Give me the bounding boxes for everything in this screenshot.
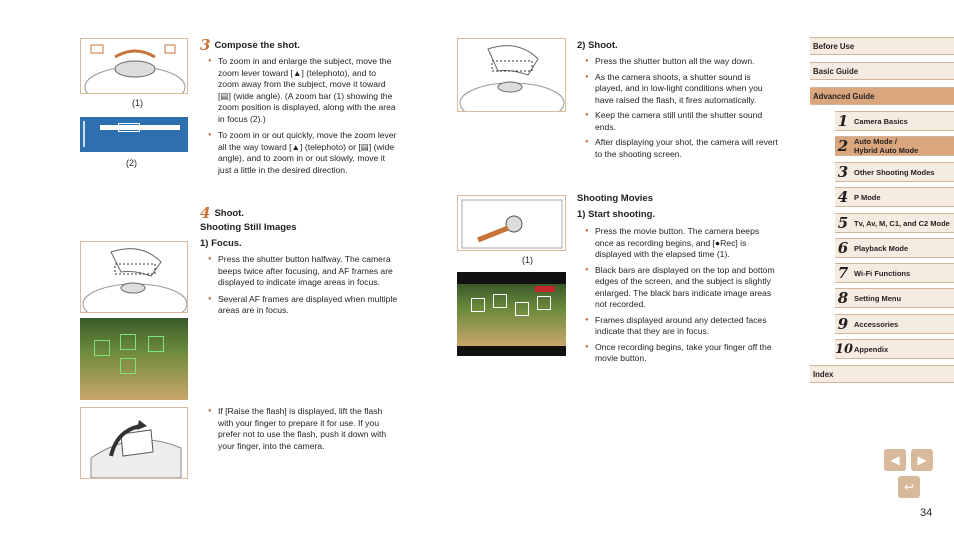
previous-page-button[interactable] bbox=[884, 449, 906, 471]
bullet-item: ● If [Raise the flash] is displayed, lift the flash with your finger to prepare it for use. If you prefer not to use the flash, push it down with your finger, into the camera. bbox=[208, 406, 398, 452]
chapter-number: 3 bbox=[837, 163, 849, 181]
chapter-label: Other Shooting Modes bbox=[854, 167, 935, 177]
bullet-item: ● After displaying your shot, the camera will revert to the shooting screen. bbox=[585, 137, 780, 160]
chapter-7[interactable] bbox=[835, 263, 954, 283]
movie-screen bbox=[457, 272, 566, 356]
af-frame bbox=[94, 340, 110, 356]
face-frame bbox=[537, 296, 551, 310]
next-page-button[interactable] bbox=[911, 449, 933, 471]
af-frame bbox=[120, 334, 136, 350]
screen-icons bbox=[83, 121, 93, 147]
bullet-item: ● Keep the camera still until the shutter sound ends. bbox=[585, 110, 780, 133]
shoot-bullets bbox=[585, 56, 780, 160]
step-4-title: Shoot. bbox=[214, 207, 244, 219]
chapter-label: Accessories bbox=[854, 319, 899, 329]
step-3-bullets bbox=[208, 56, 398, 176]
zoom-bar bbox=[100, 125, 180, 130]
focus-bullets bbox=[208, 254, 398, 317]
shooting-movies-heading: Shooting Movies bbox=[577, 193, 653, 204]
chapter-10[interactable] bbox=[835, 339, 954, 359]
chapter-1[interactable] bbox=[835, 111, 954, 131]
still-images-heading: Shooting Still Images bbox=[200, 222, 297, 233]
flash-icon bbox=[81, 408, 188, 479]
bullet-item: ● As the camera shoots, a shutter sound is played, and in low-light conditions when you have raised the flash, it fires automatically. bbox=[585, 72, 780, 107]
focus-area-frame bbox=[118, 123, 140, 132]
camera-top-zoom-icon bbox=[81, 39, 188, 94]
bullet-item: ● Frames displayed around any detected faces indicate that they are in focus. bbox=[585, 315, 780, 338]
step-3-number: 3 bbox=[200, 36, 211, 54]
chapter-4[interactable] bbox=[835, 187, 954, 207]
chapter-number: 2 bbox=[837, 137, 849, 155]
movie-button-illustration bbox=[457, 195, 566, 251]
chapter-label: Auto Mode / Hybrid Auto Mode bbox=[854, 137, 919, 155]
step-4-heading bbox=[200, 204, 244, 222]
return-icon: ↩ bbox=[903, 480, 915, 494]
shutter-finger-icon bbox=[81, 242, 188, 313]
step-4-number: 4 bbox=[200, 204, 211, 222]
af-frame bbox=[120, 358, 136, 374]
shoot-heading: 2) Shoot. bbox=[577, 40, 618, 51]
step-3-heading bbox=[200, 36, 300, 54]
arrow-right-icon: ▶ bbox=[917, 453, 927, 467]
bullet-item: ● Once recording begins, take your finger off the movie button. bbox=[585, 342, 780, 365]
chapter-label: Camera Basics bbox=[854, 116, 908, 126]
rec-indicator bbox=[535, 286, 555, 292]
bullet-item: ● Black bars are displayed on the top and bottom edges of the screen, and the subject is slightly enlarged. The black bars indicate image areas not recorded. bbox=[585, 265, 780, 311]
chapter-label: Tv, Av, M, C1, and C2 Mode bbox=[854, 218, 950, 228]
start-shooting-heading: 1) Start shooting. bbox=[577, 209, 656, 220]
chapter-label: P Mode bbox=[854, 192, 881, 202]
step-3-title: Compose the shot. bbox=[214, 39, 300, 51]
chapter-number: 1 bbox=[837, 112, 849, 130]
chapter-number: 7 bbox=[837, 264, 849, 282]
nav-advanced-guide[interactable]: Advanced Guide bbox=[810, 87, 954, 105]
bullet-item: ● Several AF frames are displayed when multiple areas are in focus. bbox=[208, 294, 398, 317]
flash-raise-illustration bbox=[80, 407, 188, 479]
chapter-8[interactable] bbox=[835, 288, 954, 308]
callout-2-zoom: (2) bbox=[126, 158, 137, 168]
arrow-left-icon: ◀ bbox=[890, 453, 900, 467]
face-frame bbox=[471, 298, 485, 312]
shutter-halfway-illustration bbox=[80, 241, 188, 313]
chapter-number: 4 bbox=[837, 188, 849, 206]
bullet-item: ● To zoom in or out quickly, move the zoom lever all the way toward [▲] (telephoto) or [▤] (wide angle), and to zoom in or out slowly, move it just a little in the desired direction. bbox=[208, 130, 398, 176]
chapter-label: Playback Mode bbox=[854, 243, 909, 253]
page-number: 34 bbox=[920, 507, 933, 519]
chapter-number: 8 bbox=[837, 289, 849, 307]
bullet-item: ● Press the movie button. The camera beeps once as recording begins, and [●Rec] is displayed with the elapsed time (1). bbox=[585, 226, 780, 261]
flash-bullets bbox=[208, 406, 398, 452]
af-frame bbox=[148, 336, 164, 352]
chapter-number: 9 bbox=[837, 315, 849, 333]
chapter-label: Wi-Fi Functions bbox=[854, 268, 911, 278]
movie-bullets bbox=[585, 226, 780, 365]
shutter-full-icon bbox=[458, 39, 566, 112]
nav-before-use[interactable]: Before Use bbox=[810, 37, 954, 55]
chapter-number: 5 bbox=[837, 214, 849, 232]
bullet-item: ● Press the shutter button all the way down. bbox=[585, 56, 780, 68]
focus-heading: 1) Focus. bbox=[200, 238, 242, 249]
bullet-item: ● Press the shutter button halfway. The camera beeps twice after focusing, and AF frames are displayed to indicate image areas in focus. bbox=[208, 254, 398, 289]
chapter-6[interactable] bbox=[835, 238, 954, 258]
zoom-bar-screen bbox=[80, 117, 188, 152]
callout-1-rec: (1) bbox=[522, 255, 533, 265]
zoom-lever-illustration bbox=[80, 38, 188, 94]
chapter-2[interactable] bbox=[835, 136, 954, 156]
chapter-3[interactable] bbox=[835, 162, 954, 182]
chapter-5[interactable] bbox=[835, 213, 954, 233]
nav-basic-guide[interactable]: Basic Guide bbox=[810, 62, 954, 80]
face-frame bbox=[493, 294, 507, 308]
nav-index[interactable]: Index bbox=[810, 365, 954, 383]
af-frames-photo bbox=[80, 318, 188, 400]
chapter-number: 6 bbox=[837, 239, 849, 257]
bullet-item: ● To zoom in and enlarge the subject, move the zoom lever toward [▲] (telephoto), and to zoom away from the subject, move it toward [▤] (wide angle). (A zoom bar (1) showing the zoom position is displayed, along with the area in focus (2).) bbox=[208, 56, 398, 125]
face-frame bbox=[515, 302, 529, 316]
shutter-full-illustration bbox=[457, 38, 566, 112]
chapter-number: 10 bbox=[835, 341, 854, 357]
movie-photo bbox=[457, 284, 566, 346]
movie-button-icon bbox=[458, 196, 566, 251]
callout-1-zoom: (1) bbox=[132, 98, 143, 108]
chapter-label: Appendix bbox=[854, 344, 889, 354]
chapter-9[interactable] bbox=[835, 314, 954, 334]
return-button[interactable] bbox=[898, 476, 920, 498]
chapter-label: Setting Menu bbox=[854, 293, 902, 303]
